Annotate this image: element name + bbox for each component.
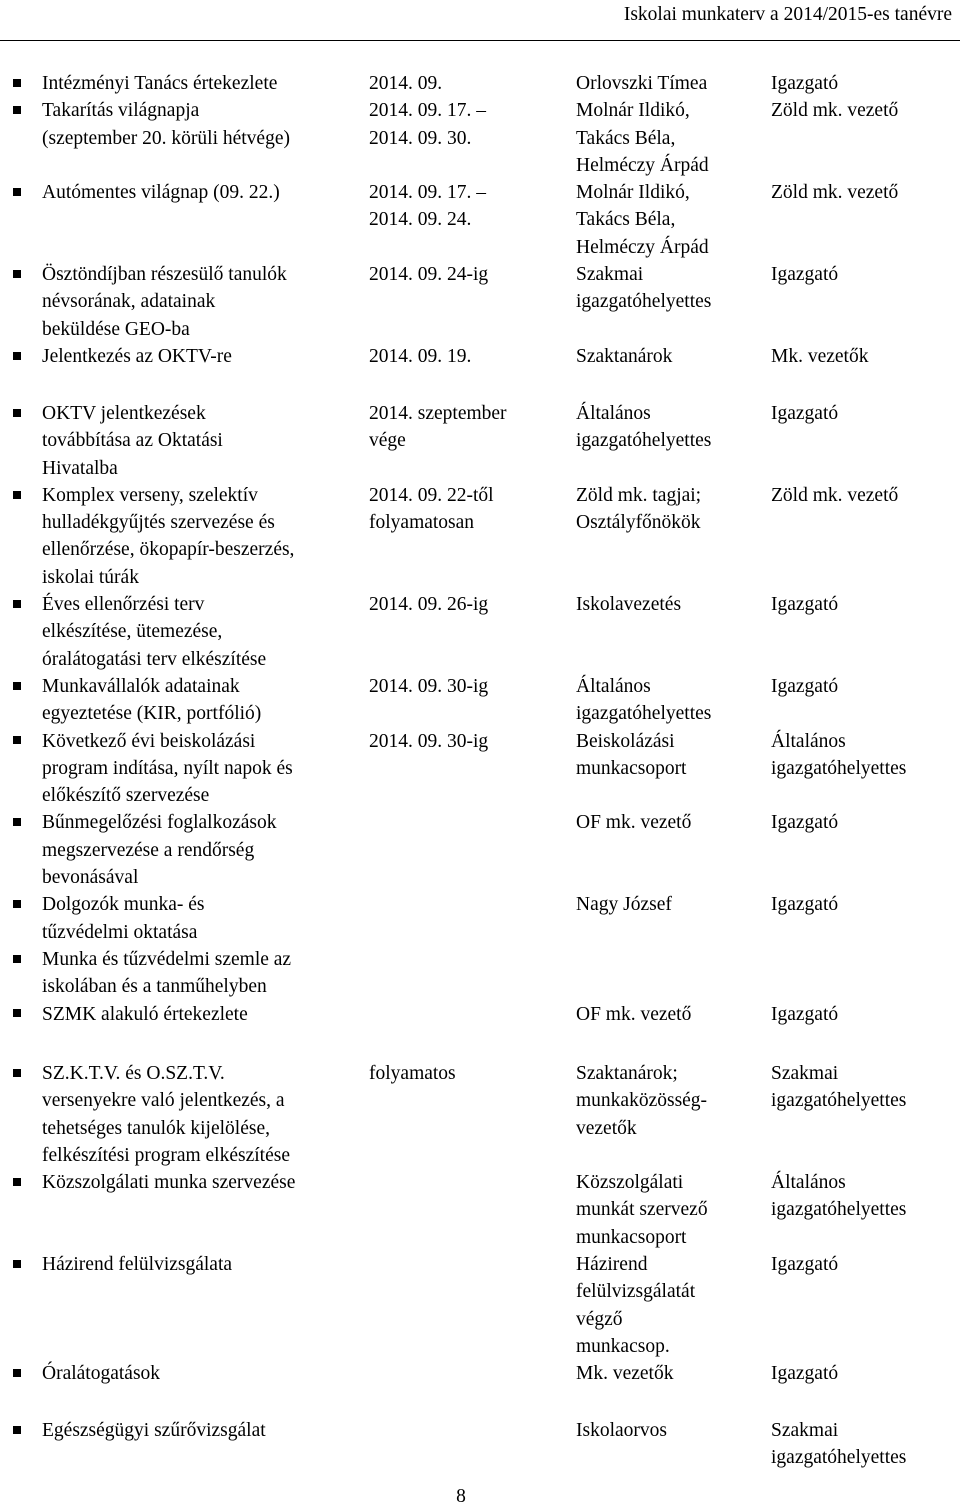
- cell-activity: [42, 400, 362, 482]
- cell-text-line: Házirend: [576, 1254, 648, 1276]
- cell-text-line: Igazgató: [771, 1254, 839, 1276]
- cell-text-line: munkaközösség-: [576, 1090, 708, 1112]
- square-bullet-icon: [13, 1178, 21, 1186]
- cell-text-line: felülvizsgálatát: [576, 1281, 696, 1303]
- cell-activity: [42, 946, 362, 1001]
- cell-activity: [42, 1360, 362, 1387]
- cell-text-line: Hivatalba: [42, 457, 118, 479]
- cell-text-line: Igazgató: [771, 73, 839, 94]
- cell-text-line: folyamatosan: [369, 512, 475, 534]
- cell-text-line: Beiskolázási: [576, 730, 675, 752]
- cell-activity: [42, 1001, 362, 1028]
- cell-text-line: Takács Béla,: [576, 209, 676, 231]
- cell-responsible: [576, 400, 766, 455]
- cell-activity: [42, 673, 362, 728]
- cell-text-line: Mk. vezetők: [771, 345, 869, 367]
- page-number: 8: [456, 1486, 466, 1507]
- cell-deadline: [369, 591, 569, 618]
- cell-responsible: [576, 261, 766, 316]
- square-bullet-icon: [13, 491, 21, 499]
- cell-activity: [42, 1251, 362, 1278]
- square-bullet-icon: [13, 409, 21, 417]
- cell-text-line: munkacsop.: [576, 1335, 670, 1357]
- cell-deadline: [369, 1060, 569, 1087]
- cell-activity: [42, 728, 362, 810]
- cell-text-line: Intézményi Tanács értekezlete: [42, 73, 278, 94]
- cell-text-line: vége: [369, 430, 406, 452]
- cell-text-line: (szeptember 20. körüli hétvége): [42, 127, 290, 149]
- cell-text-line: Éves ellenőrzési terv: [42, 594, 205, 616]
- cell-text-line: igazgatóhelyettes: [576, 703, 712, 725]
- header-rule: [0, 40, 960, 41]
- cell-activity: [42, 179, 362, 206]
- square-bullet-icon: [13, 352, 21, 360]
- cell-text-line: igazgatóhelyettes: [771, 1447, 907, 1469]
- cell-text-line: felkészítési program elkészítése: [42, 1144, 290, 1166]
- cell-text-line: megszervezése a rendőrség: [42, 839, 255, 861]
- cell-text-line: 2014. 09. 30-ig: [369, 675, 489, 697]
- cell-text-line: Következő évi beiskolázási: [42, 730, 256, 752]
- cell-supervisor: [771, 1360, 960, 1387]
- table-row: [0, 809, 960, 891]
- cell-text-line: iskolában és a tanműhelyben: [42, 976, 267, 998]
- cell-text-line: Általános: [576, 403, 651, 424]
- cell-deadline: [369, 728, 569, 755]
- cell-text-line: Általános: [771, 1172, 846, 1194]
- cell-responsible: [576, 343, 766, 370]
- cell-activity: [42, 1417, 362, 1444]
- cell-text-line: iskolai túrák: [42, 566, 139, 588]
- cell-text-line: SZ.K.T.V. és O.SZ.T.V.: [42, 1063, 225, 1084]
- cell-responsible: [576, 1251, 766, 1360]
- cell-supervisor: [771, 482, 960, 509]
- table-row: [0, 482, 960, 591]
- table-section: [0, 400, 960, 1028]
- cell-activity: [42, 261, 362, 343]
- cell-responsible: [576, 1360, 766, 1387]
- square-bullet-icon: [13, 900, 21, 908]
- cell-text-line: Szakmai: [576, 264, 644, 286]
- cell-text-line: bevonásával: [42, 867, 139, 889]
- cell-deadline: [369, 179, 569, 234]
- square-bullet-icon: [13, 1009, 21, 1017]
- cell-text-line: Autómentes világnap (09. 22.): [42, 182, 280, 204]
- cell-text-line: OKTV jelentkezések: [42, 403, 206, 424]
- table-row: [0, 673, 960, 728]
- cell-activity: [42, 70, 362, 97]
- cell-supervisor: [771, 261, 960, 288]
- table-row: [0, 400, 960, 482]
- cell-text-line: továbbítása az Oktatási: [42, 430, 223, 452]
- table-section: [0, 1417, 960, 1472]
- cell-text-line: 2014. 09.: [369, 73, 443, 94]
- square-bullet-icon: [13, 600, 21, 608]
- cell-text-line: Helméczy Árpád: [576, 154, 709, 176]
- cell-activity: [42, 343, 362, 370]
- cell-supervisor: [771, 97, 960, 124]
- square-bullet-icon: [13, 736, 21, 744]
- cell-text-line: Egészségügyi szűrővizsgálat: [42, 1420, 266, 1441]
- cell-text-line: hulladékgyűjtés szervezése és: [42, 512, 275, 534]
- cell-activity: [42, 809, 362, 891]
- square-bullet-icon: [13, 188, 21, 196]
- page-header-title: Iskolai munkaterv a 2014/2015-es tanévre: [623, 4, 952, 25]
- cell-responsible: [576, 728, 766, 783]
- cell-responsible: [576, 1001, 766, 1028]
- cell-text-line: egyeztetése (KIR, portfólió): [42, 703, 262, 725]
- table-row: [0, 1251, 960, 1360]
- square-bullet-icon: [13, 270, 21, 278]
- cell-text-line: 2014. 09. 24-ig: [369, 264, 489, 286]
- table-row: [0, 343, 960, 370]
- cell-text-line: Ösztöndíjban részesülő tanulók: [42, 264, 287, 286]
- table-row: [0, 1360, 960, 1387]
- cell-supervisor: [771, 591, 960, 618]
- cell-supervisor: [771, 728, 960, 783]
- cell-text-line: versenyekre való jelentkezés, a: [42, 1090, 285, 1112]
- cell-text-line: 2014. 09. 30.: [369, 127, 472, 149]
- cell-responsible: [576, 1060, 766, 1142]
- cell-supervisor: [771, 343, 960, 370]
- cell-text-line: 2014. 09. 24.: [369, 209, 472, 231]
- cell-text-line: tűzvédelmi oktatása: [42, 921, 198, 943]
- cell-text-line: munkacsoport: [576, 757, 687, 779]
- cell-responsible: [576, 97, 766, 179]
- cell-deadline: [369, 261, 569, 288]
- cell-supervisor: [771, 891, 960, 918]
- cell-responsible: [576, 673, 766, 728]
- cell-text-line: előkészítő szervezése: [42, 785, 210, 807]
- cell-text-line: Közszolgálati munka szervezése: [42, 1172, 296, 1194]
- cell-supervisor: [771, 1060, 960, 1115]
- cell-text-line: tehetséges tanulók kijelölése,: [42, 1117, 270, 1139]
- cell-text-line: Osztályfőnökök: [576, 512, 701, 534]
- cell-deadline: [369, 400, 569, 455]
- cell-text-line: Igazgató: [771, 1363, 839, 1385]
- cell-supervisor: [771, 1001, 960, 1028]
- cell-text-line: 2014. 09. 22-től: [369, 484, 494, 506]
- table-row: [0, 1001, 960, 1028]
- cell-text-line: vezetők: [576, 1117, 637, 1139]
- cell-text-line: Szakmai: [771, 1063, 839, 1084]
- cell-text-line: Zöld mk. vezető: [771, 100, 899, 122]
- cell-supervisor: [771, 809, 960, 836]
- table-row: [0, 179, 960, 261]
- cell-text-line: Általános: [576, 675, 651, 697]
- cell-text-line: Iskolaorvos: [576, 1420, 667, 1441]
- cell-supervisor: [771, 70, 960, 97]
- cell-text-line: Orlovszki Tímea: [576, 73, 708, 94]
- table-section: [0, 70, 960, 370]
- cell-deadline: [369, 482, 569, 537]
- cell-supervisor: [771, 179, 960, 206]
- cell-text-line: Igazgató: [771, 264, 839, 286]
- cell-text-line: SZMK alakuló értekezlete: [42, 1003, 248, 1025]
- cell-text-line: Igazgató: [771, 894, 839, 916]
- cell-responsible: [576, 1169, 766, 1251]
- cell-text-line: Dolgozók munka- és: [42, 894, 205, 916]
- cell-text-line: 2014. 09. 17. –: [369, 100, 486, 122]
- cell-text-line: Igazgató: [771, 403, 839, 424]
- cell-deadline: [369, 97, 569, 152]
- square-bullet-icon: [13, 818, 21, 826]
- table-row: [0, 1169, 960, 1251]
- table-row: [0, 946, 960, 1001]
- cell-text-line: Zöld mk. vezető: [771, 484, 899, 506]
- square-bullet-icon: [13, 1369, 21, 1377]
- cell-text-line: végző: [576, 1308, 623, 1330]
- cell-responsible: [576, 1417, 766, 1444]
- square-bullet-icon: [13, 682, 21, 690]
- cell-text-line: munkacsoport: [576, 1226, 687, 1248]
- cell-text-line: OF mk. vezető: [576, 812, 692, 834]
- cell-text-line: Munkavállalók adatainak: [42, 675, 240, 697]
- cell-deadline: [369, 673, 569, 700]
- cell-activity: [42, 482, 362, 591]
- square-bullet-icon: [13, 1426, 21, 1434]
- cell-supervisor: [771, 1251, 960, 1278]
- cell-text-line: 2014. 09. 19.: [369, 345, 472, 367]
- table-row: [0, 70, 960, 97]
- table-section: [0, 1060, 960, 1388]
- cell-text-line: igazgatóhelyettes: [576, 291, 712, 313]
- cell-responsible: [576, 891, 766, 918]
- cell-text-line: 2014. 09. 30-ig: [369, 730, 489, 752]
- square-bullet-icon: [13, 106, 21, 114]
- cell-text-line: Szaktanárok: [576, 345, 673, 367]
- cell-text-line: program indítása, nyílt napok és: [42, 757, 293, 779]
- cell-text-line: 2014. 09. 17. –: [369, 182, 486, 204]
- cell-activity: [42, 891, 362, 946]
- cell-responsible: [576, 179, 766, 261]
- cell-text-line: elkészítése, ütemezése,: [42, 621, 223, 643]
- cell-responsible: [576, 591, 766, 618]
- cell-text-line: beküldése GEO-ba: [42, 318, 190, 340]
- cell-text-line: Molnár Ildikó,: [576, 100, 690, 122]
- cell-text-line: Zöld mk. tagjai;: [576, 484, 702, 506]
- cell-text-line: Házirend felülvizsgálata: [42, 1254, 233, 1276]
- cell-text-line: Igazgató: [771, 1003, 839, 1025]
- cell-text-line: Szaktanárok;: [576, 1063, 678, 1084]
- square-bullet-icon: [13, 955, 21, 963]
- cell-deadline: [369, 70, 569, 97]
- cell-deadline: [369, 343, 569, 370]
- cell-text-line: Takarítás világnapja: [42, 100, 200, 122]
- cell-text-line: igazgatóhelyettes: [576, 430, 712, 452]
- cell-text-line: Jelentkezés az OKTV-re: [42, 345, 232, 367]
- cell-text-line: Molnár Ildikó,: [576, 182, 690, 204]
- cell-text-line: igazgatóhelyettes: [771, 1199, 907, 1221]
- cell-text-line: Bűnmegelőzési foglalkozások: [42, 812, 277, 834]
- cell-text-line: igazgatóhelyettes: [771, 1090, 907, 1112]
- cell-responsible: [576, 70, 766, 97]
- cell-text-line: folyamatos: [369, 1063, 456, 1084]
- square-bullet-icon: [13, 1069, 21, 1077]
- table-row: [0, 891, 960, 946]
- table-row: [0, 261, 960, 343]
- square-bullet-icon: [13, 79, 21, 87]
- cell-text-line: névsorának, adatainak: [42, 291, 216, 313]
- cell-text-line: munkát szervező: [576, 1199, 708, 1221]
- cell-responsible: [576, 482, 766, 537]
- cell-text-line: Munka és tűzvédelmi szemle az: [42, 948, 292, 970]
- cell-text-line: Komplex verseny, szelektív: [42, 484, 258, 506]
- cell-text-line: Igazgató: [771, 675, 839, 697]
- table-row: [0, 97, 960, 179]
- cell-text-line: 2014. szeptember: [369, 403, 507, 424]
- cell-text-line: OF mk. vezető: [576, 1003, 692, 1025]
- square-bullet-icon: [13, 1260, 21, 1268]
- cell-text-line: Igazgató: [771, 812, 839, 834]
- cell-supervisor: [771, 400, 960, 427]
- cell-activity: [42, 1060, 362, 1169]
- cell-activity: [42, 1169, 362, 1196]
- cell-text-line: Szakmai: [771, 1420, 839, 1441]
- cell-text-line: Zöld mk. vezető: [771, 182, 899, 204]
- cell-supervisor: [771, 1169, 960, 1224]
- cell-text-line: Nagy József: [576, 894, 672, 916]
- cell-text-line: Mk. vezetők: [576, 1363, 674, 1385]
- table-row: [0, 591, 960, 673]
- cell-text-line: óralátogatási terv elkészítése: [42, 648, 267, 670]
- cell-text-line: igazgatóhelyettes: [771, 757, 907, 779]
- table-row: [0, 1060, 960, 1169]
- cell-activity: [42, 591, 362, 673]
- cell-supervisor: [771, 673, 960, 700]
- cell-text-line: ellenőrzése, ökopapír-beszerzés,: [42, 539, 295, 561]
- cell-text-line: Óralátogatások: [42, 1363, 161, 1385]
- cell-text-line: 2014. 09. 26-ig: [369, 594, 489, 616]
- cell-text-line: Közszolgálati: [576, 1172, 684, 1194]
- cell-text-line: Iskolavezetés: [576, 594, 682, 616]
- cell-activity: [42, 97, 362, 152]
- cell-text-line: Általános: [771, 730, 846, 752]
- cell-text-line: Helméczy Árpád: [576, 236, 709, 258]
- cell-text-line: Igazgató: [771, 594, 839, 616]
- cell-supervisor: [771, 1417, 960, 1472]
- table-row: [0, 728, 960, 810]
- cell-text-line: Takács Béla,: [576, 127, 676, 149]
- cell-responsible: [576, 809, 766, 836]
- table-row: [0, 1417, 960, 1472]
